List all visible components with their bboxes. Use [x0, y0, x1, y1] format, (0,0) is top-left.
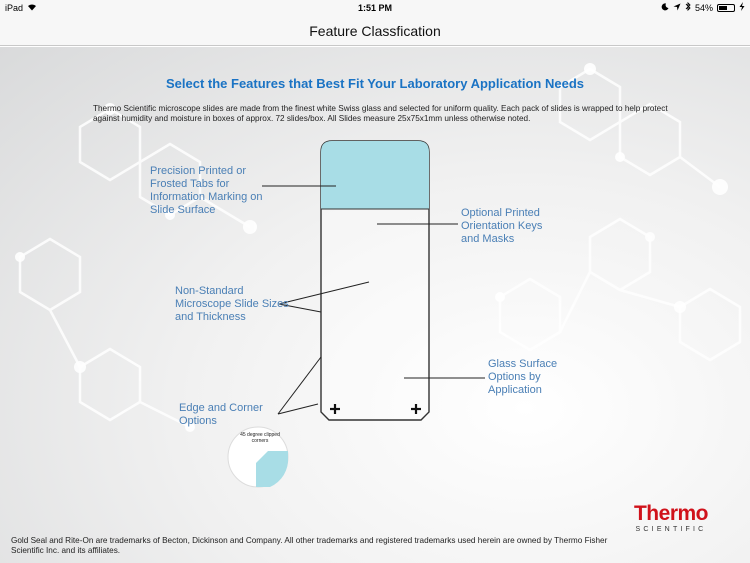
location-icon	[673, 3, 681, 13]
feature-glass-label[interactable]: Glass Surface Options by Application	[488, 358, 558, 396]
device-name: iPad	[5, 3, 24, 13]
logo-main-text: Thermo	[633, 502, 708, 525]
intro-text: Thermo Scientific microscope slides are made from the finest white Swiss glass and selected for uniform quality. Each pack of slides is wrapped to help protect against humidity and moisture in boxes of approx. 72 slides/box. All Slides measure 25x75x1mm unless otherwise noted.	[93, 104, 668, 123]
battery-fill	[719, 6, 727, 10]
thermo-logo	[626, 503, 716, 534]
status-bar	[0, 0, 750, 16]
moon-icon	[661, 3, 669, 13]
page-title: Feature Classfication	[309, 23, 441, 39]
battery-icon	[717, 4, 735, 12]
content-area	[0, 47, 750, 563]
nav-bar	[0, 16, 750, 46]
feature-tabs-label[interactable]: Precision Printed or Frosted Tabs for Information Marking on Slide Surface	[150, 165, 263, 216]
status-right	[661, 2, 745, 13]
feature-orientation-label[interactable]: Optional Printed Orientation Keys and Masks	[461, 207, 543, 245]
feature-sizes-label[interactable]: Non-Standard Microscope Slide Sizes and Thickness	[175, 285, 289, 323]
feature-edge-label[interactable]: Edge and Corner Options	[179, 402, 263, 427]
status-time: 1:51 PM	[357, 3, 392, 13]
slide-diagram	[0, 47, 750, 563]
charging-icon	[739, 2, 745, 13]
headline: Select the Features that Best Fit Your Laboratory Application Needs	[165, 76, 584, 91]
battery-percent: 54%	[694, 2, 713, 13]
bluetooth-icon	[685, 2, 691, 13]
trademark-footer: Gold Seal and Rite-On are trademarks of Becton, Dickinson and Company. All other trademarks and registered trademarks used herein are owned by Thermo Fisher Scientific Inc. and its affiliates.	[11, 536, 608, 555]
callout-line-edge-a	[278, 357, 321, 414]
logo-sub-text: SCIENTIFIC	[635, 526, 707, 533]
corner-detail-label: 45 degree clipped corners	[240, 432, 280, 444]
frosted-tab	[321, 141, 429, 209]
